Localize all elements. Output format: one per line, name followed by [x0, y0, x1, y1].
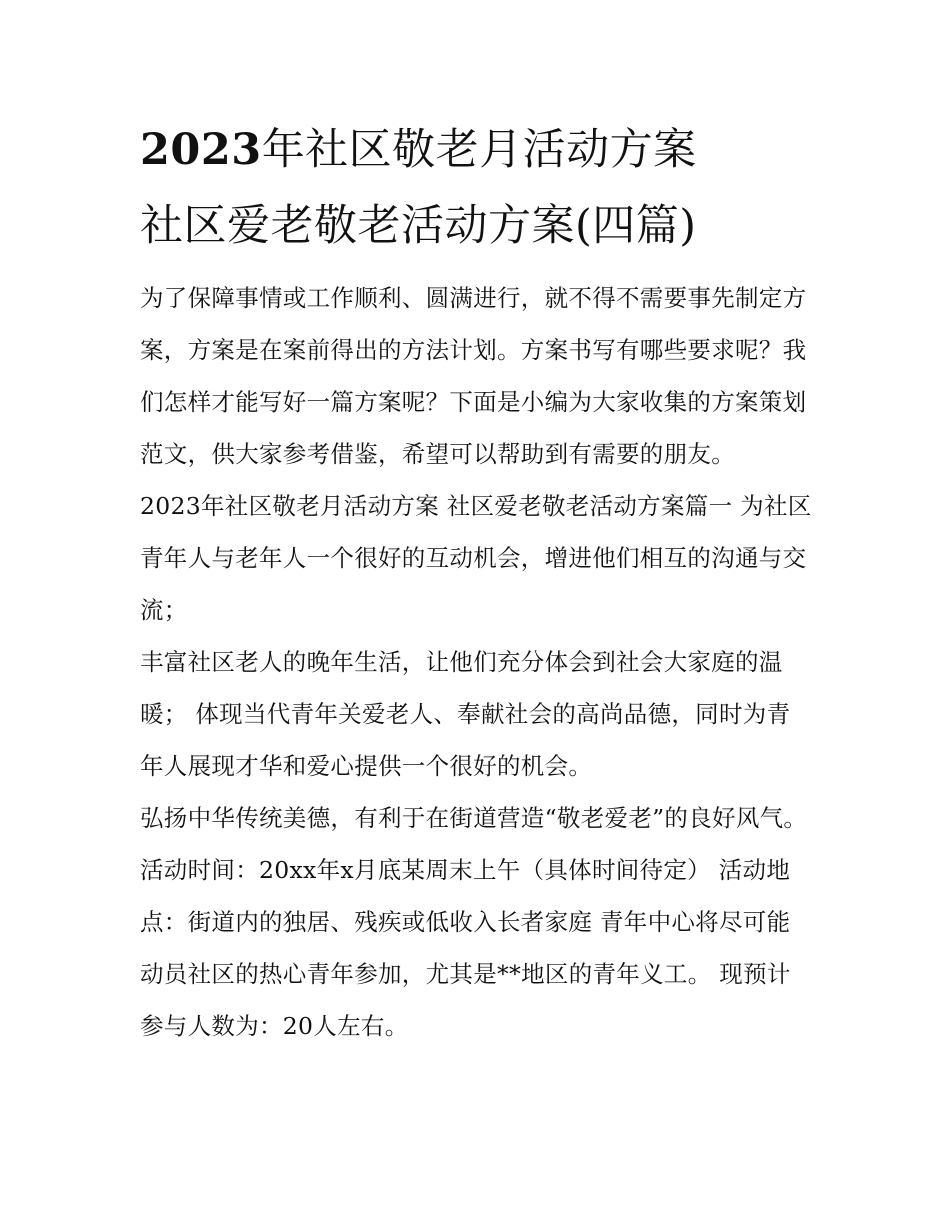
body-paragraph-goals: 丰富社区老人的晚年生活，让他们充分体会到社会大家庭的温暖； 体现当代青年关爱老人、奉献社会的高尚品德，同时为青年人展现才华和爱心提供一个很好的机会。: [140, 648, 791, 780]
body-paragraph-details: 弘扬中华传统美德，有利于在街道营造“敬老爱老”的良好风气。 活动时间：20xx年x月底某周末上午（具体时间待定） 活动地点：街道内的独居、残疾或低收入长者家庭 青年中心将尽可能动员社区的热心青年参加，尤其是**地区的青年义工。 现预计参与人数为：20人左右。: [140, 804, 808, 1040]
title-line-1: [140, 112, 812, 188]
title-year: 2023: [140, 125, 262, 175]
body-paragraph-purpose: 2023年社区敬老月活动方案 社区爱老敬老活动方案篇一 为社区青年人与老年人一个很好的互动机会，增进他们相互的沟通与交流；: [140, 492, 812, 624]
document-page: [140, 112, 812, 1052]
intro-paragraph: 为了保障事情或工作顺利、圆满进行，就不得不需要事先制定方案，方案是在案前得出的方法计划。方案书写有哪些要求呢？我们怎样才能写好一篇方案呢？下面是小编为大家收集的方案策划范文，供大家参考借鉴，希望可以帮助到有需要的朋友。: [140, 284, 807, 468]
title-line-1-text: 年社区敬老月活动方案: [261, 125, 697, 175]
document-title: [140, 112, 812, 264]
title-line-2: 社区爱老敬老活动方案(四篇): [140, 201, 697, 251]
